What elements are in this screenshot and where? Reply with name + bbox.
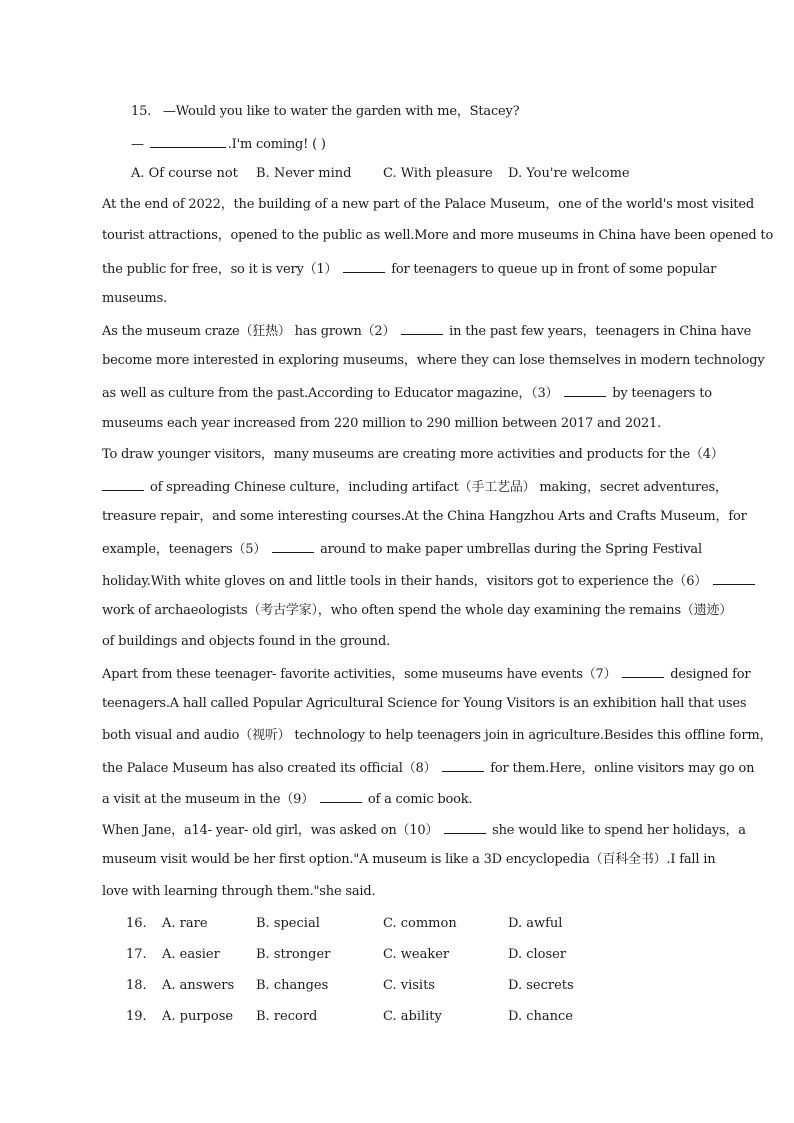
passage-text: in the past few years，teenagers in China have xyxy=(449,324,752,339)
passage-text: as well as culture from the past.According to Educator magazine，（3） xyxy=(102,386,559,401)
passage-text: example，teenagers（5） xyxy=(102,542,267,557)
passage-text: of a comic book. xyxy=(367,792,473,807)
blank-9[interactable] xyxy=(320,790,362,803)
passage-line: To draw younger visitors，many museums are creating more activities and products for the（4） xyxy=(102,447,724,462)
option-d[interactable]: D. chance xyxy=(508,1009,573,1024)
passage-text: for teenagers to queue up in front of some popular xyxy=(391,262,717,277)
passage-text: designed for xyxy=(670,667,751,682)
passage-text: the public for free，so it is very（1） xyxy=(102,262,338,277)
q15-reply-suffix: .I'm coming! ( ) xyxy=(227,137,326,152)
question-number: 16. xyxy=(126,916,147,931)
passage-text: holiday.With white gloves on and little tools in their hands，visitors got to experience the（6） xyxy=(102,574,708,589)
option-b[interactable]: B. changes xyxy=(256,978,329,993)
blank-8[interactable] xyxy=(442,759,484,772)
blank-1[interactable] xyxy=(343,260,385,273)
question-number: 17. xyxy=(126,947,147,962)
passage-line: love with learning through them."she said. xyxy=(102,884,376,899)
q15-reply-prefix: — xyxy=(131,137,144,152)
passage-line: At the end of 2022，the building of a new part of the Palace Museum，one of the world's most visited xyxy=(102,197,754,212)
blank-2[interactable] xyxy=(401,322,443,335)
option-d[interactable]: D. awful xyxy=(508,916,563,931)
option-c[interactable]: C. visits xyxy=(383,978,435,993)
option-d[interactable]: D. secrets xyxy=(508,978,574,993)
option-c[interactable]: C. ability xyxy=(383,1009,442,1024)
passage-text: of spreading Chinese culture，including artifact（手工艺品） making，secret adventures， xyxy=(149,480,728,495)
question-number: 19. xyxy=(126,1009,147,1024)
q15-option-c[interactable]: C. With pleasure xyxy=(383,166,493,181)
q15-stem-line xyxy=(131,104,519,120)
q15-option-a[interactable]: A. Of course not xyxy=(131,166,238,181)
option-a[interactable]: A. easier xyxy=(162,947,220,962)
passage-text: When Jane，a14- year- old girl，was asked on（10） xyxy=(102,823,439,838)
passage-text: the Palace Museum has also created its official（8） xyxy=(102,761,437,776)
passage-line xyxy=(102,759,754,777)
option-a[interactable]: A. purpose xyxy=(162,1009,234,1024)
passage-line xyxy=(102,260,716,278)
passage-line xyxy=(102,322,751,340)
blank-10[interactable] xyxy=(444,821,486,834)
q15-reply-line xyxy=(131,135,326,153)
option-d[interactable]: D. closer xyxy=(508,947,567,962)
passage-line: become more interested in exploring museums，where they can lose themselves in modern technology xyxy=(102,353,765,368)
blank-7[interactable] xyxy=(622,665,664,678)
blank-4[interactable] xyxy=(102,478,144,491)
option-a[interactable]: A. answers xyxy=(162,978,235,993)
passage-text: a visit at the museum in the（9） xyxy=(102,792,315,807)
passage-text: around to make paper umbrellas during the Spring Festival xyxy=(320,542,702,557)
q15-stem: —Would you like to water the garden with me，Stacey? xyxy=(162,104,520,119)
passage-line: both visual and audio（视听） technology to help teenagers join in agriculture.Besides this offline form， xyxy=(102,728,773,743)
passage-line: work of archaeologists（考古学家），who often spend the whole day examining the remains（遗迹） xyxy=(102,603,733,618)
passage-line xyxy=(102,821,746,839)
passage-text: Apart from these teenager- favorite activities，some museums have events（7） xyxy=(102,667,617,682)
passage-text: As the museum craze（狂热） has grown（2） xyxy=(102,324,396,339)
passage-text: by teenagers to xyxy=(612,386,712,401)
passage-line: of buildings and objects found in the ground. xyxy=(102,634,391,649)
passage-line xyxy=(102,540,702,558)
passage-line xyxy=(102,790,472,808)
q15-option-b[interactable]: B. Never mind xyxy=(256,166,352,181)
q15-option-d[interactable]: D. You're welcome xyxy=(508,166,630,181)
passage-text: she would like to spend her holidays，a xyxy=(492,823,746,838)
passage-line: tourist attractions，opened to the public as well.More and more museums in China have been opened to xyxy=(102,228,774,243)
passage-line xyxy=(102,384,712,402)
option-b[interactable]: B. special xyxy=(256,916,320,931)
q15-number: 15. xyxy=(131,104,152,119)
blank-5[interactable] xyxy=(272,540,314,553)
blank-6[interactable] xyxy=(713,572,755,585)
option-a[interactable]: A. rare xyxy=(162,916,208,931)
option-c[interactable]: C. weaker xyxy=(383,947,450,962)
passage-line: museum visit would be her first option."A museum is like a 3D encyclopedia（百科全书）.I fall in xyxy=(102,852,716,867)
option-b[interactable]: B. record xyxy=(256,1009,318,1024)
option-b[interactable]: B. stronger xyxy=(256,947,331,962)
passage-line xyxy=(102,478,728,496)
passage-line xyxy=(102,665,750,683)
passage-line: museums each year increased from 220 million to 290 million between 2017 and 2021. xyxy=(102,416,662,431)
option-c[interactable]: C. common xyxy=(383,916,457,931)
passage-line: teenagers.A hall called Popular Agricultural Science for Young Visitors is an exhibition hall that uses xyxy=(102,696,747,711)
passage-line xyxy=(102,572,757,590)
blank-3[interactable] xyxy=(564,384,606,397)
passage-line: museums. xyxy=(102,291,167,306)
q15-answer-blank[interactable] xyxy=(150,135,226,148)
passage-text: for them.Here，online visitors may go on xyxy=(490,761,755,776)
question-number: 18. xyxy=(126,978,147,993)
passage-line: treasure repair，and some interesting courses.At the China Hangzhou Arts and Crafts Museum，for xyxy=(102,509,747,524)
